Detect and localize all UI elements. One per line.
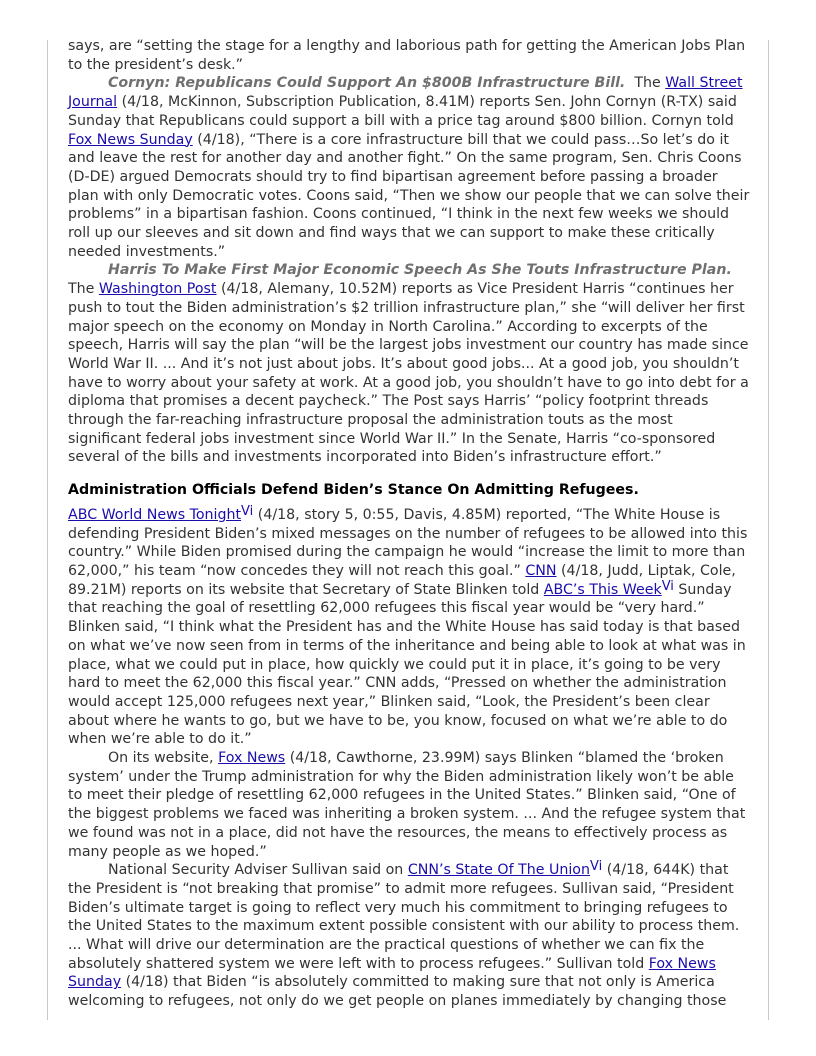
link-fox-news[interactable]: Fox News xyxy=(218,750,286,767)
paragraph-fox-news: On its website, Fox News (4/18, Cawthorne, 23.99M) says Blinken “blamed the ‘broken system’ under the Trump administration for why the Biden administration likely won’t be able to meet their pledge of resettling 62,000 refugees in the United States.” Blinken said, “One of the biggest problems we faced was inheriting a broken system. ... And the refugee system that we found was not in a place, did not have the resources, the means to effectively process as many people as we hoped.” xyxy=(68,750,746,860)
link-wall-street-journal[interactable]: Wall Street Journal xyxy=(68,75,743,111)
video-icon[interactable]: Vi xyxy=(241,503,254,519)
link-abc-world-news-tonight[interactable]: ABC World News Tonight xyxy=(68,506,242,523)
paragraph-jobs-plan-tail xyxy=(68,37,750,74)
link-fox-news-sunday-2[interactable]: Fox News Sunday xyxy=(68,955,716,991)
left-margin-rule xyxy=(47,40,48,1020)
link-cnn[interactable]: CNN xyxy=(525,562,557,579)
paragraph-harris: Harris To Make First Major Economic Speech As She Touts Infrastructure Plan. The Washington Post (4/18, Alemany, 10.52M) reports as Vice President Harris “continues her push to tout the Biden administration’s $2 trillion infrastructure plan,” she “will deliver her first major speech on the economy on Monday in North Carolina.” According to excerpts of the speech, Harris will say the plan “will be the largest jobs investment our country has made since World War II. ... And it’s not just about jobs. It’s about good jobs... At a good job, you shouldn’t have to worry about your safety at work. At a good job, you shouldn’t have to go into debt for a diploma that promises a decent paycheck.” The Post says Harris’ “policy footprint threads through the far-reaching infrastructure proposal the administration touts as the most significant federal jobs investment since World War II.” In the Senate, Harris “co-sponsored several of the bills and investments incorporated into Biden’s infrastructure effort.” xyxy=(68,262,749,466)
link-cnns-state-of-the-union[interactable]: CNN’s State Of The Union xyxy=(407,862,590,879)
link-washington-post[interactable]: Washington Post xyxy=(98,281,217,298)
document-page xyxy=(68,37,750,1011)
section-heading-refugees: Administration Officials Defend Biden’s Stance On Admitting Refugees. xyxy=(68,482,639,499)
video-icon[interactable]: Vi xyxy=(589,859,603,875)
story-subhead-harris: Harris To Make First Major Economic Speech As She Touts Infrastructure Plan. xyxy=(108,262,732,279)
video-icon[interactable]: Vi xyxy=(661,578,674,594)
story-subhead-cornyn: Cornyn: Republicans Could Support An $800B Infrastructure Bill. xyxy=(108,75,626,92)
paragraph-text: says, are “setting the stage for a lengthy and laborious path for getting the American Jobs Plan to the president’s desk.” xyxy=(68,38,746,73)
paragraph-sullivan: National Security Adviser Sullivan said on CNN’s State Of The UnionVi (4/18, 644K) that the President is “not breaking that promise” to admit more refugees. Sullivan said, “President Biden’s ultimate target is going to reflect very much his commitment to bringing refugees to the United States to the maximum extent possible consistent with our ability to process them. ... What will drive our determination are the practical questions of whether we can fix the absolutely shattered system we were left with to process refugees.” Sullivan told Fox News Sunday (4/18) that Biden “is absolutely committed to making sure that not only is America welcoming to refugees, not only do we get people on planes immediately by changing those xyxy=(68,859,740,1010)
link-abcs-this-week[interactable]: ABC’s This Week xyxy=(543,581,662,598)
paragraph-cornyn: Cornyn: Republicans Could Support An $800B Infrastructure Bill. The Wall Street Journal (4/18, McKinnon, Subscription Publication, 8.41M) reports Sen. John Cornyn (R-TX) said Sunday that Republicans could support a bill with a price tag around $800 billion. Cornyn told Fox News Sunday (4/18), “There is a core infrastructure bill that we could pass…So let’s do it and leave the rest for another day and another fight.” On the same program, Sen. Chris Coons (D-DE) argued Democrats should try to find bipartisan agreement before passing a broader plan with only Democratic votes. Coons said, “Then we show our people that we can solve their problems” in a bipartisan fashion. Coons continued, “I think in the next few weeks we should roll up our sleeves and sit down and find ways that we can support to make these critically needed investments.” xyxy=(68,75,750,260)
link-fox-news-sunday[interactable]: Fox News Sunday xyxy=(68,131,193,148)
right-margin-rule xyxy=(768,40,769,1020)
paragraph-abc-world-news: ABC World News TonightVi (4/18, story 5, 0:55, Davis, 4.85M) reported, “The White House is defending President Biden’s mixed messages on the number of refugees to be allowed into this country.” While Biden promised during the campaign he would “increase the limit to more than 62,000,” his team “now concedes they will not reach this goal.” CNN (4/18, Judd, Liptak, Cole, 89.21M) reports on its website that Secretary of State Blinken told ABC’s This WeekVi Sunday that reaching the goal of resettling 62,000 refugees this fiscal year would be “very hard.” Blinken said, “I think what the President has and the White House has said today is that based on what we’ve now seen from in terms of the inheritance and being able to look at what was in place, what we could put in place, how quickly we could put it in place, it’s going to be very hard to meet the 62,000 this fiscal year.” CNN adds, “Pressed on whether the administration would accept 125,000 refugees next year,” Blinken said, “Look, the President’s been clear about where he wants to go, but we have to be, you know, focused on what we’re able to do when we’re able to do it.” xyxy=(68,503,748,748)
